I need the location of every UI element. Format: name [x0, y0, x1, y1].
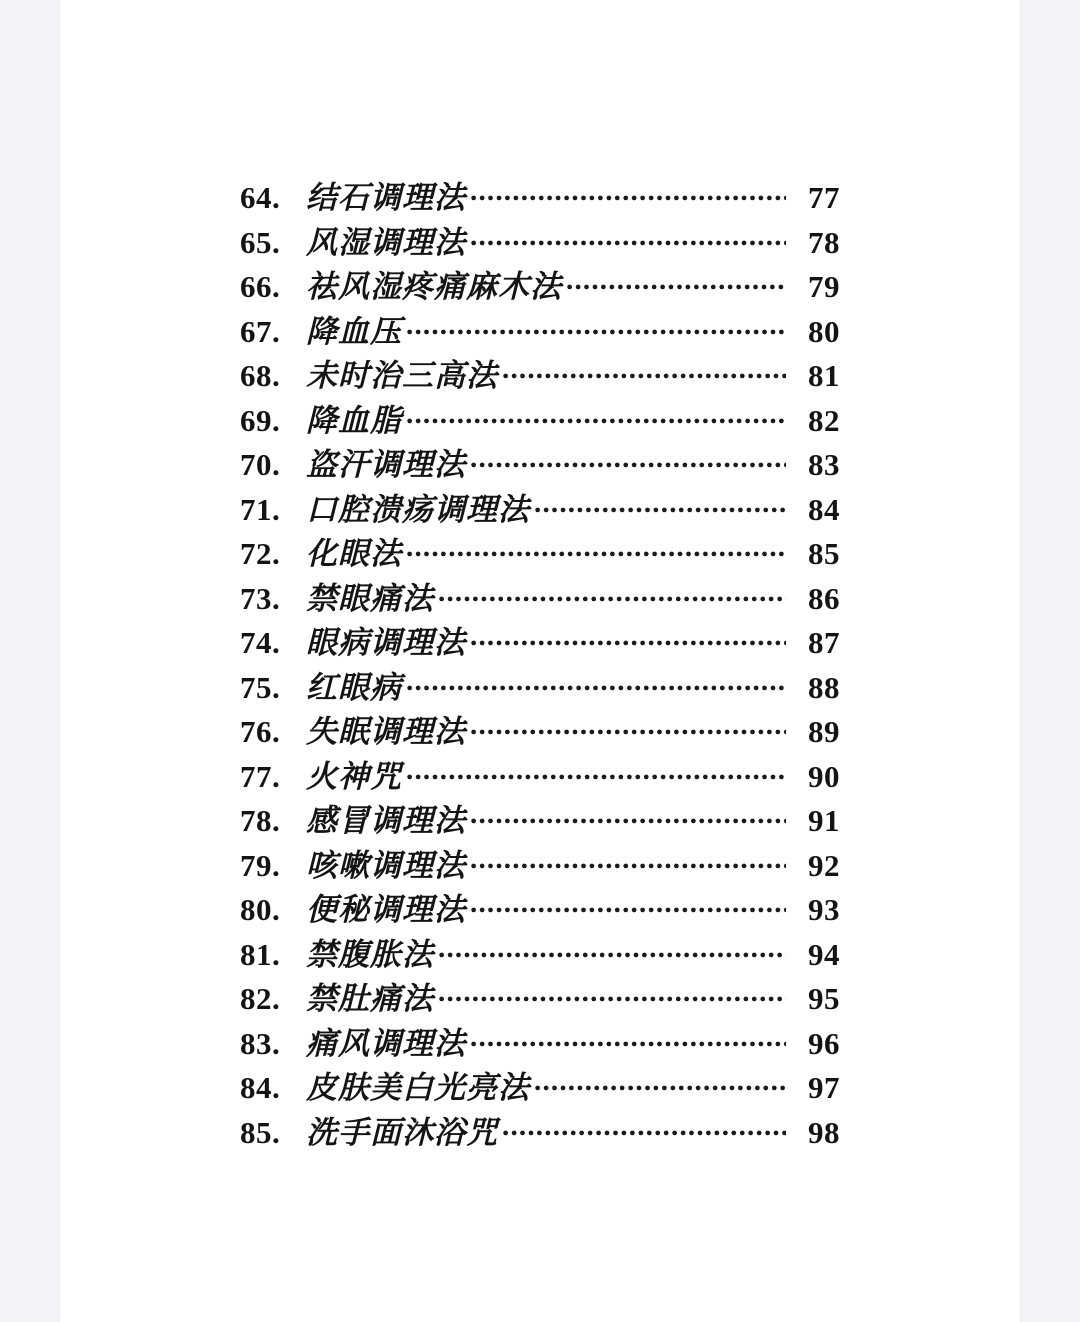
- toc-entry-number: 77.: [240, 758, 281, 794]
- toc-entry-number: 78.: [240, 803, 281, 838]
- toc-entry[interactable]: [240, 751, 840, 796]
- toc-entry-title: 眼病调理法: [306, 625, 466, 661]
- toc-entry-page-number: 79: [808, 269, 840, 304]
- toc-entry-leader-dots: [534, 1068, 786, 1098]
- toc-entry-number: 68.: [240, 358, 281, 393]
- toc-entry[interactable]: [240, 395, 840, 440]
- toc-entry-page-number: 78: [808, 224, 840, 260]
- toc-entry-leader-dots: [470, 890, 786, 920]
- toc-entry-page-number: 94: [808, 936, 840, 972]
- toc-entry-leader-dots: [438, 935, 786, 965]
- toc-entry-leader-dots: [438, 979, 786, 1009]
- toc-entry-leader-dots: [406, 401, 786, 431]
- toc-entry-number: 71.: [240, 491, 281, 527]
- toc-entry[interactable]: [240, 617, 840, 662]
- toc-entry-number: 66.: [240, 269, 281, 304]
- toc-entry-page-number: 95: [808, 981, 840, 1016]
- toc-entry[interactable]: [240, 573, 840, 618]
- toc-entry-leader-dots: [406, 312, 786, 342]
- toc-entry-number: 85.: [240, 1114, 281, 1150]
- toc-entry-title: 降血压: [306, 313, 402, 350]
- toc-entry-leader-dots: [470, 846, 786, 876]
- toc-entry[interactable]: [240, 1062, 840, 1107]
- toc-entry-leader-dots: [470, 801, 786, 831]
- toc-entry[interactable]: [240, 973, 840, 1018]
- toc-entry-number: 79.: [240, 847, 281, 883]
- toc-entry-page-number: 87: [808, 625, 840, 660]
- toc-entry-page-number: 96: [808, 1025, 840, 1061]
- table-of-contents: [240, 172, 840, 1151]
- toc-entry-page-number: 97: [808, 1070, 840, 1105]
- toc-entry-number: 76.: [240, 714, 281, 749]
- toc-entry[interactable]: [240, 350, 840, 395]
- toc-entry-title: 禁肚痛法: [306, 981, 434, 1017]
- toc-entry-page-number: 88: [808, 669, 840, 705]
- toc-entry-number: 83.: [240, 1025, 281, 1061]
- toc-entry-title: 禁腹胀法: [306, 936, 434, 973]
- toc-entry[interactable]: [240, 484, 840, 529]
- toc-entry-leader-dots: [470, 1024, 786, 1054]
- toc-entry-number: 75.: [240, 669, 281, 705]
- toc-entry-title: 便秘调理法: [306, 892, 466, 928]
- toc-entry-number: 64.: [240, 180, 281, 215]
- toc-entry-page-number: 90: [808, 758, 840, 794]
- toc-entry-leader-dots: [470, 223, 786, 253]
- toc-entry-title: 未时治三高法: [306, 358, 498, 394]
- toc-entry-page-number: 91: [808, 803, 840, 838]
- toc-entry-page-number: 93: [808, 892, 840, 927]
- toc-entry-number: 65.: [240, 224, 281, 260]
- toc-entry-number: 84.: [240, 1070, 281, 1105]
- toc-entry-leader-dots: [406, 757, 786, 787]
- toc-entry-page-number: 98: [808, 1114, 840, 1150]
- toc-entry[interactable]: [240, 795, 840, 840]
- toc-entry-page-number: 82: [808, 402, 840, 438]
- toc-entry-page-number: 89: [808, 714, 840, 749]
- toc-entry-leader-dots: [470, 445, 786, 475]
- toc-entry[interactable]: [240, 306, 840, 351]
- toc-entry-title: 失眠调理法: [306, 714, 466, 750]
- toc-entry[interactable]: [240, 662, 840, 707]
- toc-entry-number: 82.: [240, 981, 281, 1016]
- toc-entry-title: 红眼病: [306, 669, 402, 706]
- toc-entry-number: 81.: [240, 936, 281, 972]
- toc-entry-number: 74.: [240, 625, 281, 660]
- toc-entry-title: 风湿调理法: [306, 224, 466, 261]
- toc-entry-number: 72.: [240, 536, 281, 571]
- toc-entry[interactable]: [240, 439, 840, 484]
- toc-entry-title: 咳嗽调理法: [306, 847, 466, 884]
- toc-entry-leader-dots: [566, 267, 786, 297]
- toc-entry-title: 皮肤美白光亮法: [306, 1070, 530, 1106]
- toc-entry-title: 结石调理法: [306, 180, 466, 216]
- document-page: [60, 0, 1020, 1322]
- toc-entry[interactable]: [240, 1107, 840, 1152]
- toc-entry-leader-dots: [406, 668, 786, 698]
- toc-entry-title: 痛风调理法: [306, 1025, 466, 1062]
- toc-entry-title: 盗汗调理法: [306, 447, 466, 483]
- toc-entry-number: 67.: [240, 313, 281, 349]
- toc-entry-number: 80.: [240, 892, 281, 927]
- toc-entry-title: 降血脂: [306, 402, 402, 439]
- toc-entry-leader-dots: [470, 178, 786, 208]
- toc-entry-page-number: 85: [808, 536, 840, 571]
- toc-entry[interactable]: [240, 528, 840, 573]
- toc-entry[interactable]: [240, 261, 840, 306]
- toc-entry-number: 73.: [240, 580, 281, 616]
- toc-entry-leader-dots: [438, 579, 786, 609]
- toc-entry-leader-dots: [470, 712, 786, 742]
- toc-entry-leader-dots: [534, 490, 786, 520]
- toc-entry-page-number: 92: [808, 847, 840, 883]
- toc-entry-title: 化眼法: [306, 536, 402, 572]
- toc-entry[interactable]: [240, 840, 840, 885]
- toc-entry-leader-dots: [502, 1113, 786, 1143]
- toc-entry-title: 洗手面沐浴咒: [306, 1114, 498, 1151]
- toc-entry[interactable]: [240, 1018, 840, 1063]
- toc-entry-leader-dots: [470, 623, 786, 653]
- toc-entry-leader-dots: [406, 534, 786, 564]
- toc-entry-title: 禁眼痛法: [306, 580, 434, 617]
- toc-entry[interactable]: [240, 706, 840, 751]
- toc-entry-number: 69.: [240, 402, 281, 438]
- toc-entry-number: 70.: [240, 447, 281, 482]
- toc-entry-page-number: 84: [808, 491, 840, 527]
- toc-entry-page-number: 80: [808, 313, 840, 349]
- toc-entry-title: 火神咒: [306, 758, 402, 795]
- toc-entry[interactable]: [240, 884, 840, 929]
- toc-entry[interactable]: [240, 172, 840, 217]
- toc-entry-title: 感冒调理法: [306, 803, 466, 839]
- toc-entry-leader-dots: [502, 356, 786, 386]
- toc-entry[interactable]: [240, 217, 840, 262]
- toc-entry[interactable]: [240, 929, 840, 974]
- toc-entry-title: 祛风湿疼痛麻木法: [306, 269, 562, 305]
- toc-entry-page-number: 83: [808, 447, 840, 482]
- toc-entry-page-number: 77: [808, 180, 840, 215]
- toc-entry-page-number: 81: [808, 358, 840, 393]
- toc-entry-page-number: 86: [808, 580, 840, 616]
- toc-entry-title: 口腔溃疡调理法: [306, 491, 530, 528]
